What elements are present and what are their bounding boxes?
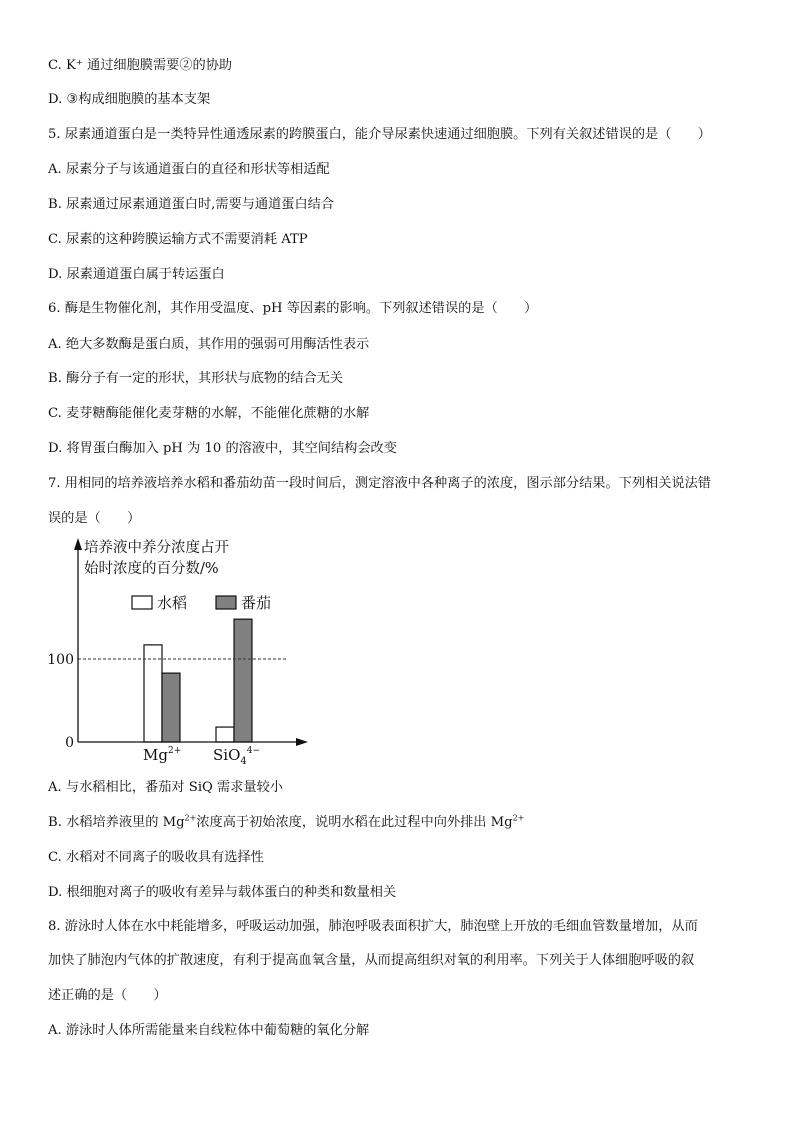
- question-6-option-a: A. 绝大多数酶是蛋白质，其作用的强弱可用酶活性表示: [48, 337, 370, 352]
- q7b-sup-1: 2+: [184, 813, 197, 823]
- q7b-sup-2: 2+: [512, 813, 525, 823]
- question-7-option-d: D. 根细胞对离子的吸收有差异与载体蛋白的种类和数量相关: [48, 885, 397, 900]
- question-8-stem-line3: 述正确的是（ ）: [48, 988, 167, 1003]
- question-5-option-a: A. 尿素分子与该通道蛋白的直径和形状等相适配: [48, 162, 330, 177]
- question-6-option-b: B. 酶分子有一定的形状，其形状与底物的结合无关: [48, 371, 344, 386]
- question-5-option-d: D. 尿素通道蛋白属于转运蛋白: [48, 267, 225, 282]
- q7b-text-1: B. 水稻培养液里的 Mg: [48, 815, 185, 830]
- q7b-text-2: 浓度高于初始浓度，说明水稻在此过程中向外排出 Mg: [196, 815, 513, 830]
- question-5-option-b: B. 尿素通过尿素通道蛋白时,需要与通道蛋白结合: [48, 197, 335, 212]
- ion-concentration-chart: [40, 532, 320, 772]
- question-5-stem: 5. 尿素通道蛋白是一类特异性通透尿素的跨膜蛋白，能介导尿素快速通过细胞膜。下列有关叙述错误的是（ ）: [48, 127, 711, 142]
- question-5-option-c: C. 尿素的这种跨膜运输方式不需要消耗 ATP: [48, 232, 308, 247]
- y-tick-100: 100: [47, 652, 74, 668]
- legend-swatch-番茄: [216, 596, 236, 609]
- x-category-Mg: $Mg^{2+}$: [143, 746, 182, 764]
- bar-番茄-1: [234, 619, 252, 742]
- question-6-option-c: C. 麦芽糖酶能催化麦芽糖的水解，不能催化蔗糖的水解: [48, 406, 370, 421]
- legend-label-番茄: 番茄: [241, 594, 272, 612]
- option-d-skeleton: D. ③构成细胞膜的基本支架: [48, 92, 211, 107]
- y-tick-labels: [47, 652, 74, 751]
- x-category-labels: [143, 746, 260, 767]
- question-7-option-c: C. 水稻对不同离子的吸收具有选择性: [48, 850, 264, 865]
- question-8-option-a: A. 游泳时人体所需能量来自线粒体中葡萄糖的氧化分解: [48, 1023, 370, 1038]
- x-category-SiO: SiO$_4^{4-}$: [213, 746, 261, 767]
- x-axis-arrow: [296, 738, 308, 746]
- question-7-option-a: A. 与水稻相比，番茄对 SiQ 需求量较小: [48, 780, 283, 795]
- y-tick-0: 0: [65, 735, 74, 751]
- chart-ylabel-line1: 培养液中养分浓度占开: [84, 540, 229, 556]
- question-8-stem-line2: 加快了肺泡内气体的扩散速度，有利于提高血氧含量，从而提高组织对氧的利用率。下列关于人体细胞呼吸的叙: [48, 953, 695, 968]
- chart-ylabel-line2: 始时浓度的百分数/%: [84, 561, 219, 577]
- bar-水稻-1: [216, 727, 234, 742]
- y-axis-arrow: [74, 538, 82, 550]
- legend-swatch-水稻: [132, 596, 152, 609]
- option-c-k: C. K⁺ 通过细胞膜需要②的协助: [48, 58, 233, 73]
- question-7-stem-line1: 7. 用相同的培养液培养水稻和番茄幼苗一段时间后，测定溶液中各种离子的浓度，图示部分结果。下列相关说法错: [48, 476, 711, 491]
- question-8-stem-line1: 8. 游泳时人体在水中耗能增多，呼吸运动加强，肺泡呼吸表面积扩大，肺泡壁上开放的毛细血管数量增加，从而: [48, 919, 698, 934]
- legend-label-水稻: 水稻: [157, 594, 188, 612]
- question-7-option-b: [48, 814, 754, 832]
- chart-bars: [144, 619, 252, 742]
- bar-番茄-0: [162, 673, 180, 742]
- chart-legend: [132, 594, 271, 612]
- question-7-stem-line2: 误的是（ ）: [48, 511, 141, 526]
- question-6-option-d: D. 将胃蛋白酶加入 pH 为 10 的溶液中，其空间结构会改变: [48, 441, 397, 456]
- question-6-stem: 6. 酶是生物催化剂，其作用受温度、pH 等因素的影响。下列叙述错误的是（ ）: [48, 301, 538, 316]
